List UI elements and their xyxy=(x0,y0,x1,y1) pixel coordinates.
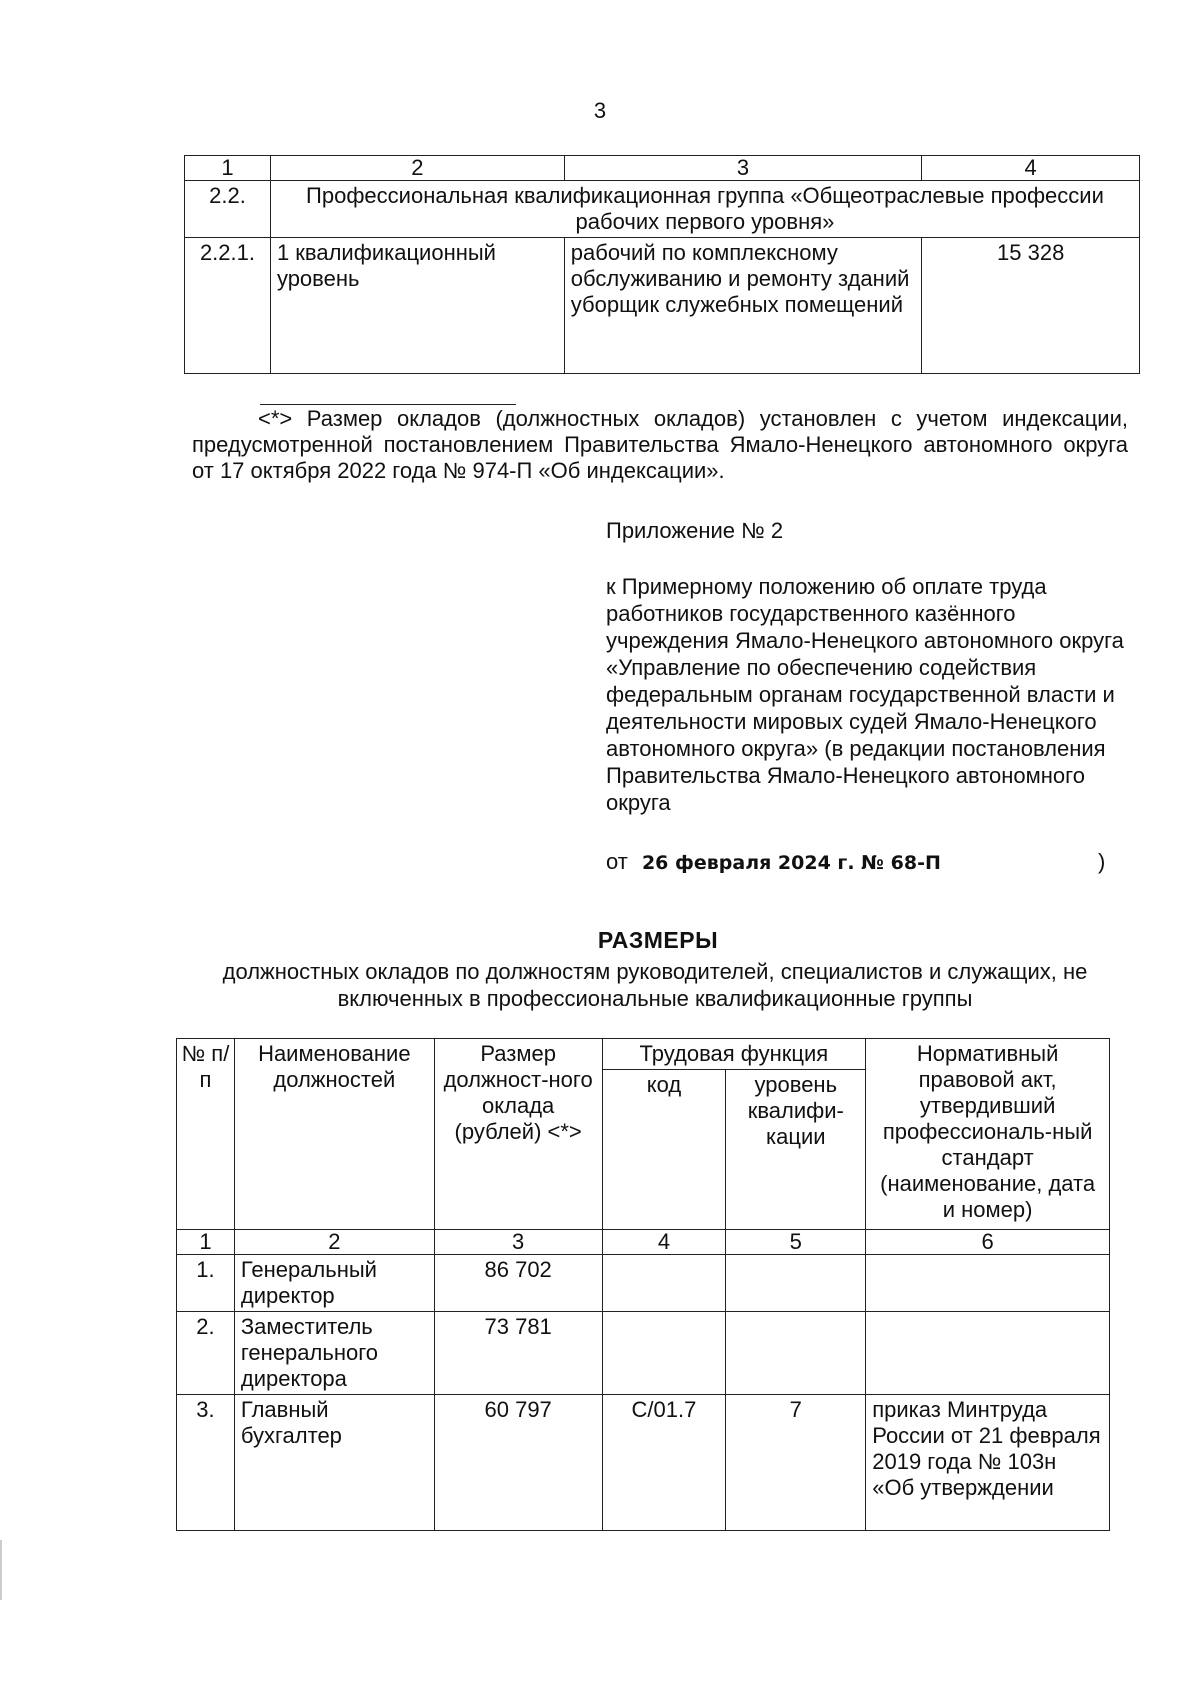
annex-date-line xyxy=(606,848,1126,877)
header-code: код xyxy=(602,1070,726,1230)
header-level: уровень квалифи-кации xyxy=(726,1070,866,1230)
position-name: рабочий по комплексному обслуживанию и ремонту зданий xyxy=(570,240,910,291)
group-title: Профессиональная квалификационная группа «Общеотраслевые профессии рабочих первого уровня» xyxy=(270,181,1139,238)
col-number: 5 xyxy=(726,1230,866,1255)
salary-value: 60 797 xyxy=(434,1395,602,1531)
table-qualification-groups xyxy=(184,155,1140,374)
table-row xyxy=(177,1395,1110,1531)
function-code: C/01.7 xyxy=(602,1395,726,1531)
annex-title: Приложение № 2 xyxy=(606,518,784,543)
row-number: 1. xyxy=(177,1255,235,1312)
date-prefix: от xyxy=(606,849,628,874)
row-number: 2.2.1. xyxy=(185,238,271,374)
footnote-separator xyxy=(260,404,516,405)
page-number: 3 xyxy=(593,98,607,123)
salary-value: 73 781 xyxy=(434,1312,602,1395)
date-suffix: ) xyxy=(1098,849,1106,874)
table-header-row xyxy=(177,1230,1110,1255)
annex-reference: к Примерному положению об оплате труда работников государственного казённого учреждения Ямало-Ненецкого автономного округа «Управление по обеспечению содействия федеральным органам государственной власти и деятельности мировых судей Ямало-Ненецкого автономного округа» (в редакции постановления Правительства Ямало-Ненецкого автономного округа xyxy=(606,574,1124,815)
col-number: 1 xyxy=(177,1230,235,1255)
qualification-level xyxy=(726,1255,866,1312)
qualification-level: 7 xyxy=(726,1395,866,1531)
scan-edge-mark xyxy=(0,1540,2,1600)
table-salaries xyxy=(176,1038,1110,1531)
qualification-level xyxy=(726,1312,866,1395)
decree-date: 26 февраля 2024 г. № 68-П xyxy=(641,852,941,874)
col-number: 4 xyxy=(602,1230,726,1255)
position-name: Генеральный директор xyxy=(234,1255,434,1312)
table-row xyxy=(177,1255,1110,1312)
table-row xyxy=(185,181,1140,238)
position-name: Главный бухгалтер xyxy=(234,1395,434,1531)
col-number: 3 xyxy=(434,1230,602,1255)
header-num: № п/п xyxy=(177,1039,235,1230)
row-number: 3. xyxy=(177,1395,235,1531)
qualification-level: 1 квалификационный уровень xyxy=(270,238,564,374)
header-labor-function: Трудовая функция xyxy=(602,1039,866,1070)
col-number: 2 xyxy=(234,1230,434,1255)
table-row xyxy=(177,1312,1110,1395)
normative-act xyxy=(866,1255,1110,1312)
function-code xyxy=(602,1255,726,1312)
col-number: 4 xyxy=(922,156,1140,181)
positions-cell xyxy=(564,238,922,374)
section-subtitle: должностных окладов по должностям руководителей, специалистов и служащих, не включенных в профессиональные квалификационные группы xyxy=(222,959,1088,1011)
table-header-row xyxy=(185,156,1140,181)
group-number: 2.2. xyxy=(185,181,271,238)
section-title: РАЗМЕРЫ xyxy=(597,927,719,953)
row-number: 2. xyxy=(177,1312,235,1395)
table-header-row xyxy=(177,1039,1110,1070)
footnote: <*> Размер окладов (должностных окладов) установлен с учетом индексации, предусмотренной постановлением Правительства Ямало-Ненецкого автономного округа от 17 октября 2022 года № 974-П «Об индексации». xyxy=(192,406,1128,483)
salary-value: 86 702 xyxy=(434,1255,602,1312)
header-name: Наименование должностей xyxy=(234,1039,434,1230)
position-name: уборщик служебных помещений xyxy=(570,292,903,317)
function-code xyxy=(602,1312,726,1395)
header-normative-act: Нормативный правовой акт, утвердивший профессиональ-ный стандарт (наименование, дата и номер) xyxy=(866,1039,1110,1230)
normative-act: приказ Минтруда России от 21 февраля 2019 года № 103н «Об утверждении xyxy=(866,1395,1110,1531)
col-number: 6 xyxy=(866,1230,1110,1255)
col-number: 2 xyxy=(270,156,564,181)
table-row xyxy=(185,238,1140,374)
col-number: 1 xyxy=(185,156,271,181)
header-salary: Размер должност-ного оклада (рублей) <*> xyxy=(434,1039,602,1230)
col-number: 3 xyxy=(564,156,922,181)
salary-value: 15 328 xyxy=(922,238,1140,374)
normative-act xyxy=(866,1312,1110,1395)
position-name: Заместитель генерального директора xyxy=(234,1312,434,1395)
